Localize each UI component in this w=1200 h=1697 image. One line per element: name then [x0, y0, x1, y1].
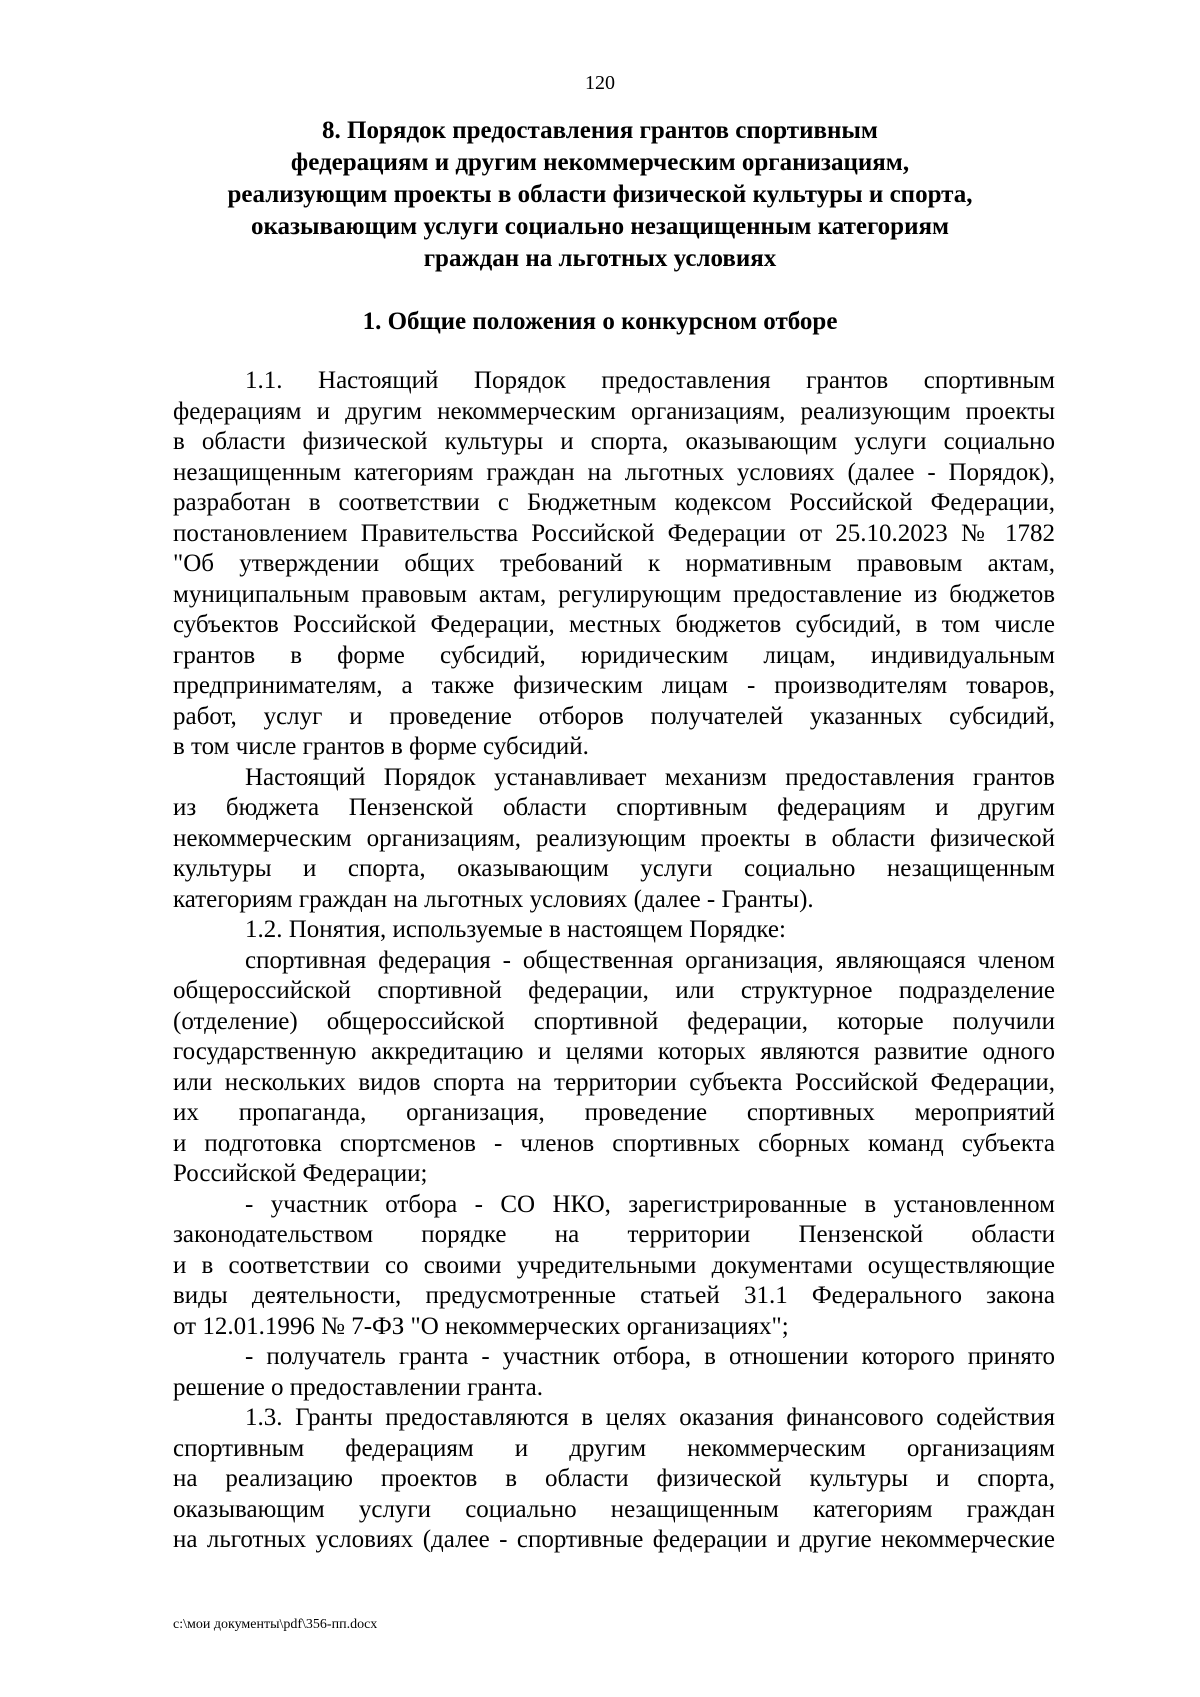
- text-line: оказывающим услуги социально незащищенным категориям граждан: [173, 1495, 1055, 1523]
- text-line: или нескольких видов спорта на территории субъекта Российской Федерации,: [173, 1068, 1055, 1096]
- title-line: 8. Порядок предоставления грантов спортивным: [322, 117, 878, 144]
- page-number: 120: [585, 72, 615, 94]
- text-line: некоммерческим организациям, реализующим проекты в области физической: [173, 824, 1055, 852]
- text-line: разработан в соответствии с Бюджетным кодексом Российской Федерации,: [173, 489, 1055, 516]
- text-line: грантов в форме субсидий, юридическим лицам, индивидуальным: [173, 641, 1055, 669]
- text-line: из бюджета Пензенской области спортивным федерациям и другим: [173, 794, 1055, 821]
- text-line: их пропаганда, организация, проведение спортивных мероприятий: [173, 1099, 1055, 1126]
- text-line: категориям граждан на льготных условиях (далее - Гранты).: [173, 885, 814, 913]
- text-line: постановлением Правительства Российской Федерации от 25.10.2023 № 1782: [173, 519, 1055, 547]
- section-heading: 1. Общие положения о конкурсном отборе: [362, 308, 838, 335]
- text-line: государственную аккредитацию и целями которых являются развитие одного: [173, 1038, 1055, 1065]
- text-line: в области физической культуры и спорта, оказывающим услуги социально: [173, 428, 1055, 455]
- text-line: культуры и спорта, оказывающим услуги социально незащищенным: [173, 855, 1055, 882]
- text-line: "Об утверждении общих требований к нормативным правовым актам,: [173, 550, 1055, 577]
- text-line: законодательством порядке на территории Пензенской области: [173, 1221, 1055, 1248]
- title-line: реализующим проекты в области физической культуры и спорта,: [227, 181, 973, 208]
- text-line: решение о предоставлении гранта.: [173, 1373, 543, 1401]
- text-line: 1.1. Настоящий Порядок предоставления грантов спортивным: [245, 367, 1055, 394]
- title-line: оказывающим услуги социально незащищенным категориям: [250, 213, 950, 240]
- text-line: (отделение) общероссийской спортивной федерации, которые получили: [173, 1007, 1055, 1035]
- text-line: на реализацию проектов в области физической культуры и спорта,: [173, 1465, 1055, 1492]
- body-text: [173, 366, 1055, 1556]
- text-line: субъектов Российской Федерации, местных бюджетов субсидий, в том числе: [173, 611, 1055, 638]
- text-line: от 12.01.1996 № 7-ФЗ "О некоммерческих организациях";: [173, 1312, 789, 1340]
- text-line: и в соответствии со своими учредительными документами осуществляющие: [173, 1251, 1055, 1279]
- text-line: муниципальным правовым актам, регулирующим предоставление из бюджетов: [173, 580, 1055, 608]
- text-line: 1.2. Понятия, используемые в настоящем Порядке:: [245, 916, 786, 943]
- text-line: спортивная федерация - общественная организация, являющаяся членом: [245, 946, 1055, 974]
- text-line: в том числе грантов в форме субсидий.: [173, 733, 589, 760]
- text-line: работ, услуг и проведение отборов получателей указанных субсидий,: [173, 702, 1055, 730]
- footer-file-path: c:\мои документы\pdf\356-пп.docx: [173, 1617, 378, 1632]
- text-line: - получатель гранта - участник отбора, в отношении которого принято: [245, 1343, 1055, 1370]
- text-line: общероссийской спортивной федерации, или структурное подразделение: [173, 977, 1055, 1004]
- text-line: на льготных условиях (далее - спортивные федерации и другие некоммерческие: [173, 1526, 1055, 1553]
- text-line: федерациям и другим некоммерческим организациям, реализующим проекты: [173, 397, 1055, 425]
- document-title: [150, 115, 1050, 275]
- text-line: незащищенным категориям граждан на льготных условиях (далее - Порядок),: [173, 458, 1055, 486]
- text-line: 1.3. Гранты предоставляются в целях оказания финансового содействия: [245, 1404, 1055, 1431]
- text-line: Российской Федерации;: [173, 1160, 428, 1187]
- text-line: предпринимателям, а также физическим лицам - производителям товаров,: [173, 672, 1055, 699]
- text-line: Настоящий Порядок устанавливает механизм предоставления грантов: [245, 763, 1055, 791]
- title-line: федерациям и другим некоммерческим организациям,: [290, 149, 910, 176]
- text-line: - участник отбора - СО НКО, зарегистрированные в установленном: [245, 1190, 1055, 1218]
- text-line: виды деятельности, предусмотренные статьей 31.1 Федерального закона: [173, 1282, 1055, 1309]
- text-line: спортивным федерациям и другим некоммерческим организациям: [173, 1434, 1055, 1462]
- text-line: и подготовка спортсменов - членов спортивных сборных команд субъекта: [173, 1129, 1055, 1157]
- title-line: граждан на льготных условиях: [423, 245, 777, 272]
